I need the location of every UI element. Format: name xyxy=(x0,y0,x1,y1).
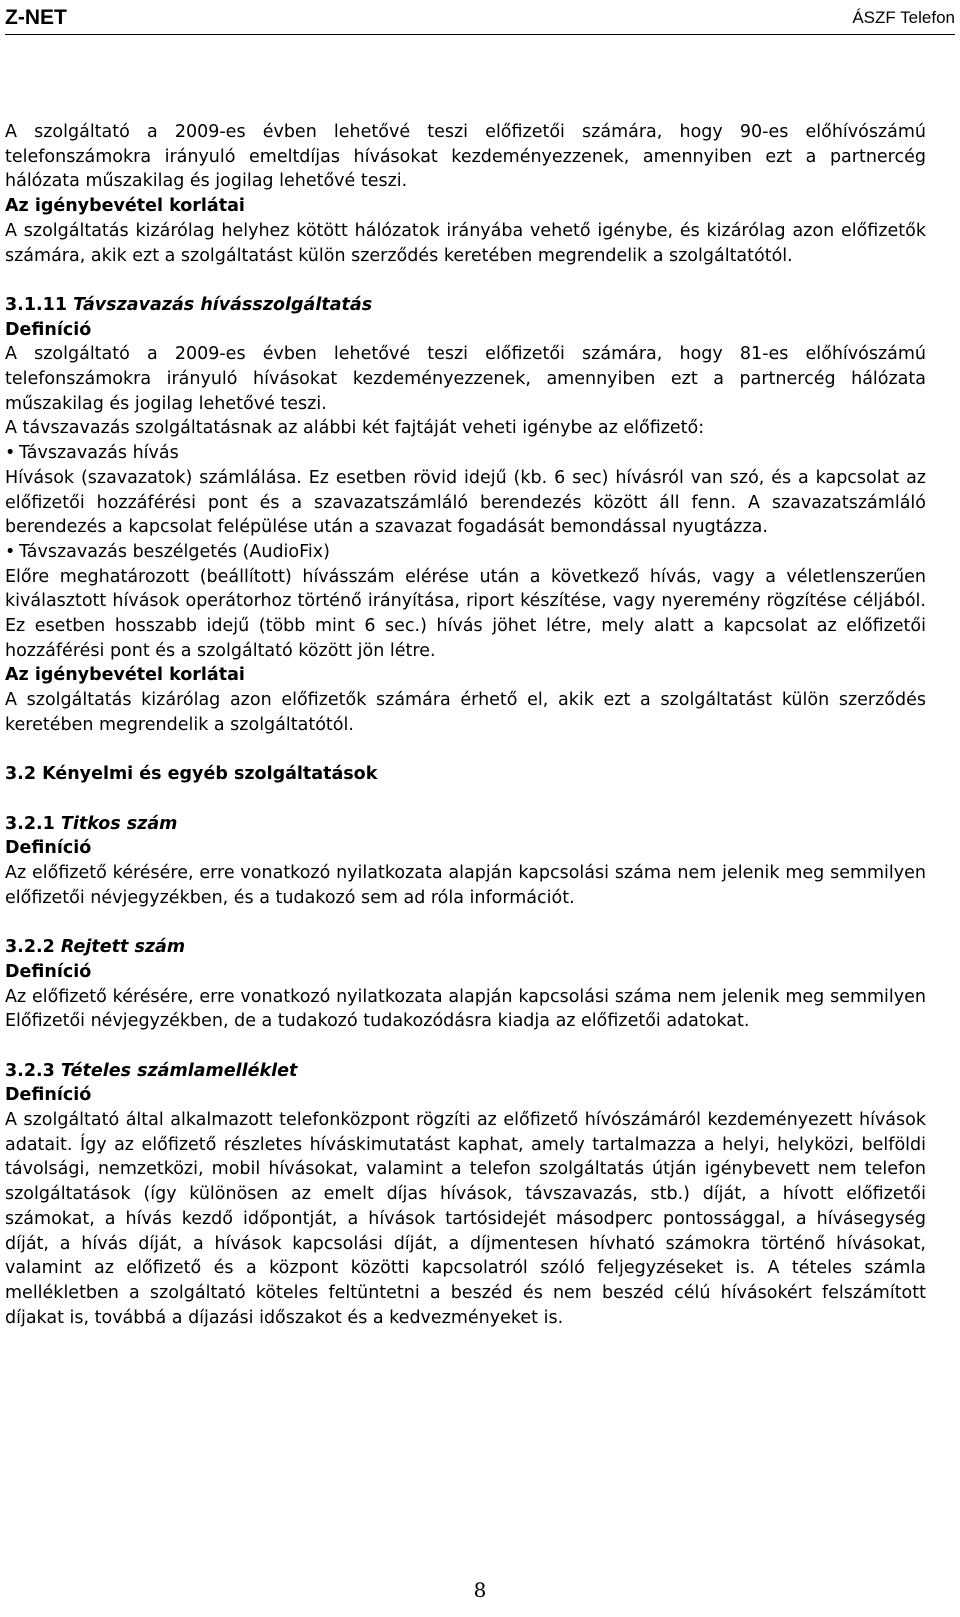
section-number: 3.2.1 xyxy=(5,813,55,834)
definition-label: Definíció xyxy=(5,838,92,859)
bullet-item xyxy=(5,540,926,565)
definition-label: Definíció xyxy=(5,319,92,340)
bullet-paragraph: Előre meghatározott (beállított) hívásszám elérése után a következő hívás, vagy a véletlenszerűen kiválasztott hívások operátorhoz történő irányítása, riport készítése, vagy nyeremény rögzítése céljából. Ez esetben hosszabb idejű (több mint 6 sec.) hívás jöhet létre, mely alatt a kapcsolat az előfizetői hozzáférési pont és a szolgáltató között jön létre. xyxy=(5,566,926,661)
definition-label: Definíció xyxy=(5,1085,92,1106)
section-number: 3.2.2 xyxy=(5,937,55,958)
section-heading-3-2-1 xyxy=(5,812,926,837)
bullet-paragraph: Hívások (szavazatok) számlálása. Ez esetben rövid idejű (kb. 6 sec) hívásról van szó, és a kapcsolat az előfizetői hozzáférési pont és a szavazatszámláló berendezés között áll fenn. A szavazatszámláló berendezés a kapcsolat felépülése után a szavazat fogadását bemondással nyugtázza. xyxy=(5,467,926,538)
page-header xyxy=(5,2,955,35)
bullet-icon: • xyxy=(5,541,16,562)
document-name: ÁSZF Telefon xyxy=(852,8,955,27)
section-number: 3.2.3 xyxy=(5,1060,55,1081)
bullet-label: Távszavazás beszélgetés (AudioFix) xyxy=(19,541,330,562)
definition-label: Definíció xyxy=(5,961,92,982)
types-intro: A távszavazás szolgáltatásnak az alábbi két fajtáját veheti igénybe az előfizető: xyxy=(5,418,705,439)
definition-paragraph: A szolgáltató a 2009-es évben lehetővé teszi előfizetői számára, hogy 81-es előhívószámú telefonszámokra irányuló hívásokat kezdeményezzenek, amennyiben ezt a partnercég hálózata műszakilag és jogilag lehetővé teszi. xyxy=(5,344,926,414)
section-title: Tételes számlamelléklet xyxy=(60,1060,298,1081)
intro-paragraph: A szolgáltató a 2009-es évben lehetővé teszi előfizetői számára, hogy 90-es előhívószámú telefonszámokra irányuló emeltdíjas hívásokat kezdeményezzenek, amennyiben ezt a partnercég hálózata műszakilag és jogilag lehetővé teszi. xyxy=(5,122,926,192)
section-title: Titkos szám xyxy=(60,813,178,834)
limits-paragraph: A szolgáltatás kizárólag helyhez kötött hálózatok irányába vehető igénybe, és kizárólag azon előfizetők számára, akik ezt a szolgáltatást külön szerződés keretében megrendelik a szolgáltatótól. xyxy=(5,220,926,266)
bullet-icon: • xyxy=(5,443,16,464)
page-number: 8 xyxy=(473,1578,487,1602)
definition-paragraph: Az előfizető kérésére, erre vonatkozó nyilatkozata alapján kapcsolási száma nem jelenik meg semmilyen előfizetői névjegyzékben, és a tudakozó sem ad róla információt. xyxy=(5,863,926,908)
section-number: 3.1.11 xyxy=(5,294,68,315)
definition-paragraph: Az előfizető kérésére, erre vonatkozó nyilatkozata alapján kapcsolási száma nem jelenik meg semmilyen Előfizetői névjegyzékben, de a tudakozó tudakozódásra kiadja az előfizetői adatokat. xyxy=(5,986,926,1032)
bullet-item xyxy=(5,441,926,466)
section-heading-3-1-11 xyxy=(5,293,926,318)
definition-paragraph: A szolgáltató által alkalmazott telefonközpont rögzíti az előfizető hívószámáról kezdeményezett hívások adatait. Így az előfizető részletes híváskimutatást kaphat, amely tartalmazza a helyi, helyközi, belföldi távolsági, nemzetközi, mobil hívásokat, valamint a telefon szolgáltatás útján igénybevett nem telefon szolgáltatások (így különösen az emelt díjas hívások, távszavazás, stb.) díját, a hívott előfizetői számokat, a hívás kezdő időpontját, a hívások tartósidejét másodperc pontossággal, a hívásegység díját, a hívás díját, a hívások kapcsolási díját, a díjmentesen hívható számokra történő hívásokat, valamint az előfizető és a központ közötti kapcsolatról szóló feljegyzéseket is. A tételes számla mellékletben a szolgáltató köteles feltüntetni a beszéd és nem beszéd célú hívásokért felszámított díjakat is, továbbá a díjazási időszakot és a kedvezményeket is. xyxy=(5,1110,926,1328)
limits-heading: Az igénybevétel korlátai xyxy=(5,665,245,686)
bullet-label: Távszavazás hívás xyxy=(19,443,179,464)
section-heading-3-2-3 xyxy=(5,1059,926,1084)
section-heading-3-2-2 xyxy=(5,935,926,960)
section-heading-3-2: 3.2 Kényelmi és egyéb szolgáltatások xyxy=(5,764,378,785)
section-title: Távszavazás hívásszolgáltatás xyxy=(73,294,373,315)
limits-paragraph: A szolgáltatás kizárólag azon előfizetők számára érhető el, akik ezt a szolgáltatást külön szerződés keretében megrendelik a szolgáltatótól. xyxy=(5,690,926,735)
limits-heading: Az igénybevétel korlátai xyxy=(5,196,245,217)
brand-name: Z-NET xyxy=(5,6,67,29)
section-title: Rejtett szám xyxy=(60,937,186,958)
document-body xyxy=(5,120,926,1330)
